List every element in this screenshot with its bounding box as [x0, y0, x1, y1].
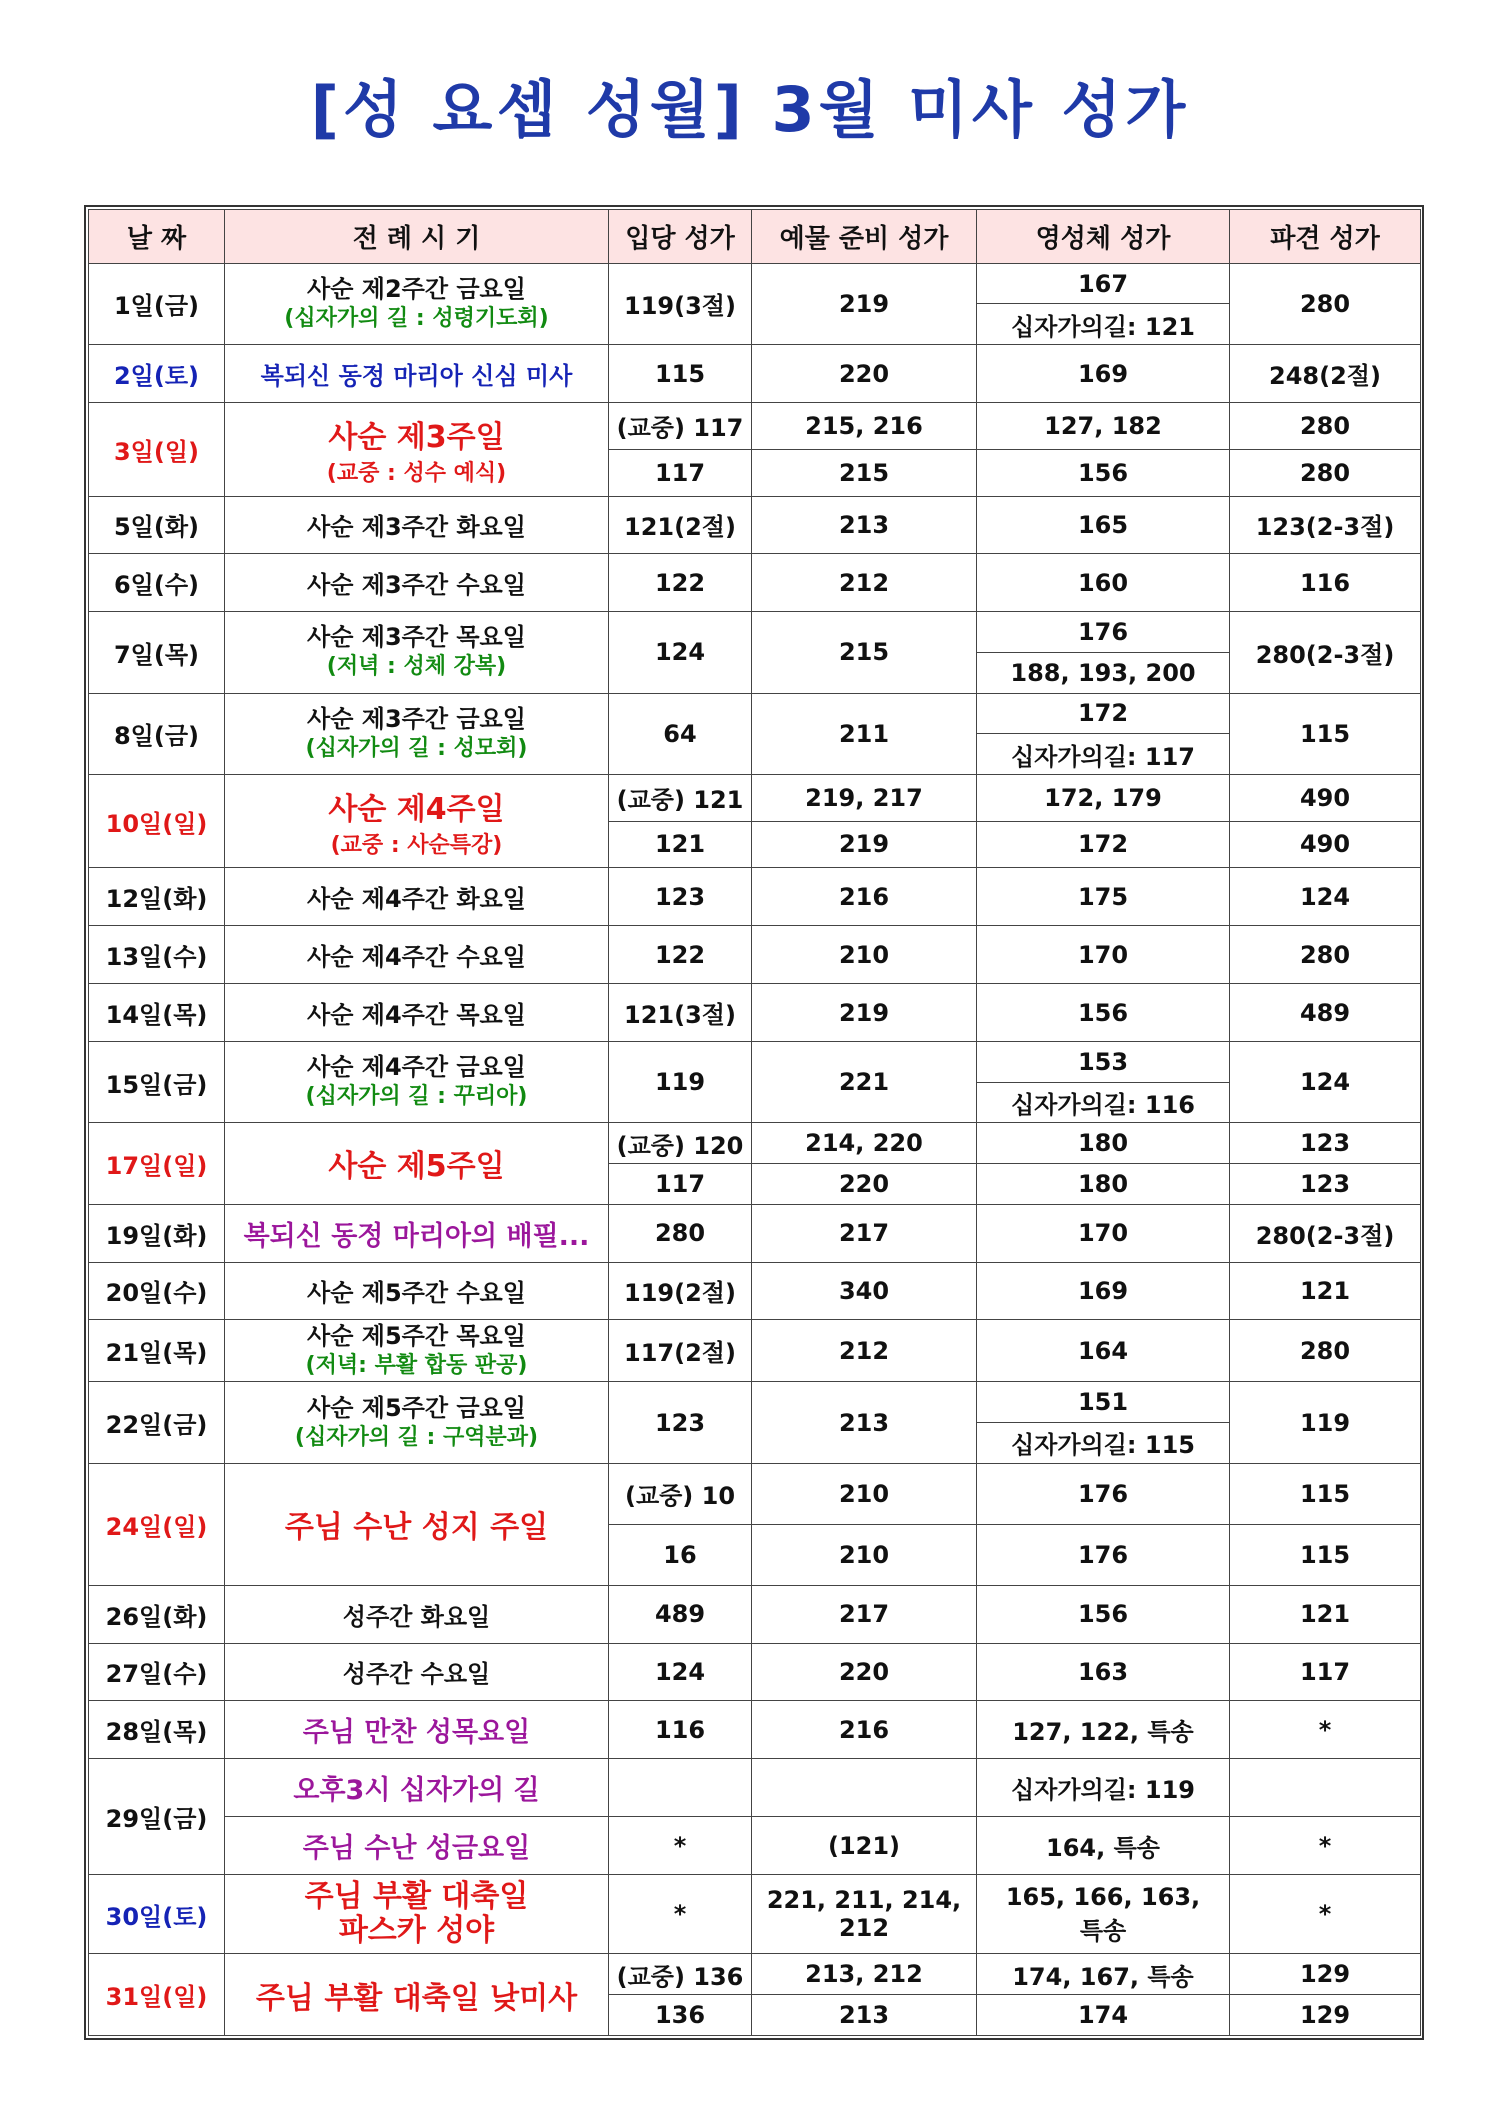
liturgy-line: 사순 제5주간 목요일	[307, 1321, 526, 1350]
entrance-cell: 124	[609, 1643, 752, 1701]
liturgy-cell: 주님 수난 성지 주일	[225, 1463, 609, 1585]
liturgy-cell: 오후3시 십자가의 길	[225, 1759, 609, 1817]
liturgy-note: (십자가의 길 : 구역분과)	[294, 1424, 539, 1450]
offertory-cell: 215, 216	[752, 403, 977, 450]
offertory-cell: 217	[752, 1204, 977, 1262]
entrance-cell: 16	[609, 1524, 752, 1585]
table-row	[89, 868, 1421, 926]
communion-cell: 169	[977, 1262, 1230, 1320]
liturgy-line: 사순 제5주간 금요일	[307, 1393, 526, 1422]
entrance-cell: 123	[609, 868, 752, 926]
entrance-cell: 121(3절)	[609, 984, 752, 1042]
mass-hymn-table-frame	[84, 205, 1424, 2040]
table-row	[89, 1701, 1421, 1759]
date-cell: 31일(일)	[89, 1954, 225, 2036]
communion-cell: 164	[977, 1320, 1230, 1382]
liturgy-cell	[225, 693, 609, 774]
offertory-cell: 216	[752, 868, 977, 926]
entrance-cell: (교중) 121	[609, 774, 752, 821]
dismissal-cell: 280	[1230, 1320, 1421, 1382]
table-row	[89, 496, 1421, 554]
entrance-cell	[609, 1759, 752, 1817]
dismissal-cell: *	[1230, 1875, 1421, 1954]
dismissal-cell: 124	[1230, 1042, 1421, 1123]
header-dismissal: 파견 성가	[1230, 210, 1421, 264]
table-row	[89, 1875, 1421, 1954]
dismissal-cell	[1230, 1759, 1421, 1817]
dismissal-cell: 280(2-3절)	[1230, 1204, 1421, 1262]
dismissal-cell: 115	[1230, 1524, 1421, 1585]
date-cell: 22일(금)	[89, 1382, 225, 1463]
offertory-cell: 217	[752, 1585, 977, 1643]
date-cell: 20일(수)	[89, 1262, 225, 1320]
date-cell: 27일(수)	[89, 1643, 225, 1701]
liturgy-cell: 사순 제4주간 수요일	[225, 926, 609, 984]
communion-cell: 151	[977, 1382, 1230, 1423]
communion-cell: 163	[977, 1643, 1230, 1701]
offertory-line: 212	[838, 1914, 890, 1943]
dismissal-cell: *	[1230, 1701, 1421, 1759]
communion-cell: 167	[977, 263, 1230, 304]
offertory-cell: 211	[752, 693, 977, 774]
entrance-cell: 117	[609, 449, 752, 496]
communion-cell: 170	[977, 1204, 1230, 1262]
table-row	[89, 1204, 1421, 1262]
date-cell: 2일(토)	[89, 345, 225, 403]
offertory-cell: 216	[752, 1701, 977, 1759]
offertory-cell: 210	[752, 926, 977, 984]
table-row	[89, 1643, 1421, 1701]
mass-hymn-table	[88, 209, 1421, 2036]
date-cell: 21일(목)	[89, 1320, 225, 1382]
offertory-cell: (121)	[752, 1817, 977, 1875]
communion-cell: 164, 특송	[977, 1817, 1230, 1875]
table-row	[89, 1382, 1421, 1423]
dismissal-cell: 117	[1230, 1643, 1421, 1701]
liturgy-cell	[225, 403, 609, 496]
dismissal-cell: 280(2-3절)	[1230, 612, 1421, 693]
liturgy-line: 사순 제3주간 금요일	[307, 704, 526, 733]
entrance-cell: 136	[609, 1995, 752, 2036]
liturgy-line: 사순 제3주간 목요일	[307, 623, 526, 652]
date-cell: 7일(목)	[89, 612, 225, 693]
dismissal-cell: 123(2-3절)	[1230, 496, 1421, 554]
liturgy-cell	[225, 612, 609, 693]
entrance-cell: 119	[609, 1042, 752, 1123]
entrance-cell: 117(2절)	[609, 1320, 752, 1382]
communion-cell: 156	[977, 984, 1230, 1042]
table-row	[89, 693, 1421, 734]
entrance-cell: 489	[609, 1585, 752, 1643]
entrance-cell: (교중) 120	[609, 1123, 752, 1164]
offertory-cell: 212	[752, 1320, 977, 1382]
liturgy-cell	[225, 263, 609, 344]
entrance-cell: 124	[609, 612, 752, 693]
date-cell: 24일(일)	[89, 1463, 225, 1585]
communion-cell: 172	[977, 693, 1230, 734]
communion-cell: 십자가의길: 116	[977, 1082, 1230, 1123]
dismissal-cell: 121	[1230, 1585, 1421, 1643]
entrance-cell: 121(2절)	[609, 496, 752, 554]
dismissal-cell: 490	[1230, 821, 1421, 868]
entrance-cell: 119(2절)	[609, 1262, 752, 1320]
offertory-cell: 210	[752, 1524, 977, 1585]
communion-cell: 156	[977, 449, 1230, 496]
entrance-cell: 122	[609, 554, 752, 612]
dismissal-cell: 123	[1230, 1163, 1421, 1204]
liturgy-cell: 복되신 동정 마리아의 배필...	[225, 1204, 609, 1262]
date-cell: 10일(일)	[89, 774, 225, 867]
communion-cell: 170	[977, 926, 1230, 984]
date-cell: 5일(화)	[89, 496, 225, 554]
date-cell: 3일(일)	[89, 403, 225, 496]
table-row	[89, 1817, 1421, 1875]
dismissal-cell: 248(2절)	[1230, 345, 1421, 403]
dismissal-cell: 115	[1230, 1463, 1421, 1524]
liturgy-cell: 사순 제4주간 목요일	[225, 984, 609, 1042]
table-row	[89, 1262, 1421, 1320]
communion-cell: 180	[977, 1123, 1230, 1164]
dismissal-cell: *	[1230, 1817, 1421, 1875]
liturgy-line: 파스카 성야	[338, 1913, 495, 1949]
entrance-cell: 115	[609, 345, 752, 403]
communion-line: 165, 166, 163,	[1005, 1882, 1201, 1911]
dismissal-cell: 280	[1230, 263, 1421, 344]
liturgy-cell	[225, 1320, 609, 1382]
dismissal-cell: 119	[1230, 1382, 1421, 1463]
communion-cell: 176	[977, 612, 1230, 653]
date-cell: 19일(화)	[89, 1204, 225, 1262]
date-cell: 1일(금)	[89, 263, 225, 344]
liturgy-line: 주님 부활 대축일	[304, 1879, 529, 1915]
communion-cell: 156	[977, 1585, 1230, 1643]
liturgy-note: (교중 : 성수 예식)	[326, 460, 507, 486]
communion-cell: 176	[977, 1463, 1230, 1524]
offertory-cell	[752, 1875, 977, 1954]
date-cell: 12일(화)	[89, 868, 225, 926]
header-offertory: 예물 준비 성가	[752, 210, 977, 264]
offertory-cell: 220	[752, 345, 977, 403]
communion-cell: 172, 179	[977, 774, 1230, 821]
communion-cell: 십자가의길: 117	[977, 734, 1230, 775]
entrance-cell: *	[609, 1817, 752, 1875]
communion-cell: 십자가의길: 115	[977, 1423, 1230, 1464]
communion-cell: 160	[977, 554, 1230, 612]
communion-cell: 153	[977, 1042, 1230, 1083]
liturgy-cell: 사순 제4주간 화요일	[225, 868, 609, 926]
entrance-cell: 64	[609, 693, 752, 774]
offertory-cell: 214, 220	[752, 1123, 977, 1164]
date-cell: 28일(목)	[89, 1701, 225, 1759]
date-cell: 14일(목)	[89, 984, 225, 1042]
dismissal-cell: 124	[1230, 868, 1421, 926]
table-row	[89, 1042, 1421, 1083]
header-row	[89, 210, 1421, 264]
communion-cell: 174	[977, 1995, 1230, 2036]
communion-cell: 십자가의길: 121	[977, 304, 1230, 345]
dismissal-cell: 490	[1230, 774, 1421, 821]
communion-cell: 176	[977, 1524, 1230, 1585]
communion-cell: 십자가의길: 119	[977, 1759, 1230, 1817]
liturgy-note: (저녁 : 성체 강복)	[326, 654, 507, 680]
header-communion: 영성체 성가	[977, 210, 1230, 264]
entrance-cell: (교중) 117	[609, 403, 752, 450]
liturgy-line: 사순 제2주간 금요일	[307, 274, 526, 303]
header-liturgy: 전 례 시 기	[225, 210, 609, 264]
entrance-cell: 121	[609, 821, 752, 868]
liturgy-cell: 사순 제5주간 수요일	[225, 1262, 609, 1320]
page-title: [성 요셉 성월] 3월 미사 성가	[310, 73, 1190, 146]
dismissal-cell: 489	[1230, 984, 1421, 1042]
table-row	[89, 1759, 1421, 1817]
entrance-cell: 116	[609, 1701, 752, 1759]
communion-cell: 180	[977, 1163, 1230, 1204]
table-row	[89, 1320, 1421, 1382]
dismissal-cell: 129	[1230, 1995, 1421, 2036]
dismissal-cell: 123	[1230, 1123, 1421, 1164]
liturgy-cell: 주님 부활 대축일 낮미사	[225, 1954, 609, 2036]
liturgy-note: (교중 : 사순특강)	[330, 832, 503, 858]
offertory-cell: 221	[752, 1042, 977, 1123]
offertory-cell: 210	[752, 1463, 977, 1524]
offertory-cell: 213	[752, 1995, 977, 2036]
offertory-cell: 215	[752, 612, 977, 693]
communion-cell: 127, 182	[977, 403, 1230, 450]
communion-cell: 172	[977, 821, 1230, 868]
entrance-cell: 280	[609, 1204, 752, 1262]
communion-line: 특송	[1079, 1916, 1127, 1945]
communion-cell: 175	[977, 868, 1230, 926]
date-cell: 29일(금)	[89, 1759, 225, 1875]
header-date: 날 짜	[89, 210, 225, 264]
dismissal-cell: 121	[1230, 1262, 1421, 1320]
liturgy-cell	[225, 1382, 609, 1463]
offertory-cell: 219	[752, 984, 977, 1042]
table-row	[89, 774, 1421, 821]
dismissal-cell: 280	[1230, 403, 1421, 450]
liturgy-note: (십자가의 길 : 성령기도회)	[284, 305, 549, 331]
date-cell: 15일(금)	[89, 1042, 225, 1123]
offertory-cell: 220	[752, 1163, 977, 1204]
offertory-cell: 340	[752, 1262, 977, 1320]
offertory-cell: 219	[752, 263, 977, 344]
entrance-cell: 119(3절)	[609, 263, 752, 344]
offertory-cell	[752, 1759, 977, 1817]
liturgy-note: (저녁: 부활 합동 판공)	[305, 1352, 528, 1378]
communion-cell: 127, 122, 특송	[977, 1701, 1230, 1759]
date-cell: 8일(금)	[89, 693, 225, 774]
liturgy-line: 사순 제3주일	[328, 419, 505, 455]
liturgy-cell: 주님 수난 성금요일	[225, 1817, 609, 1875]
table-row	[89, 984, 1421, 1042]
liturgy-cell: 성주간 수요일	[225, 1643, 609, 1701]
entrance-cell: 123	[609, 1382, 752, 1463]
dismissal-cell: 115	[1230, 693, 1421, 774]
dismissal-cell: 280	[1230, 926, 1421, 984]
communion-cell	[977, 1875, 1230, 1954]
offertory-cell: 219, 217	[752, 774, 977, 821]
table-row	[89, 1954, 1421, 1995]
entrance-cell: (교중) 136	[609, 1954, 752, 1995]
entrance-cell: 117	[609, 1163, 752, 1204]
offertory-cell: 213, 212	[752, 1954, 977, 1995]
table-row	[89, 263, 1421, 304]
offertory-line: 221, 211, 214,	[766, 1886, 962, 1915]
offertory-cell: 220	[752, 1643, 977, 1701]
table-row	[89, 1585, 1421, 1643]
liturgy-cell: 주님 만찬 성목요일	[225, 1701, 609, 1759]
liturgy-cell: 사순 제5주일	[225, 1123, 609, 1204]
liturgy-cell	[225, 1042, 609, 1123]
liturgy-line: 사순 제4주간 금요일	[307, 1053, 526, 1082]
liturgy-cell	[225, 774, 609, 867]
date-cell: 17일(일)	[89, 1123, 225, 1204]
liturgy-cell: 사순 제3주간 화요일	[225, 496, 609, 554]
table-row	[89, 1463, 1421, 1524]
liturgy-cell: 성주간 화요일	[225, 1585, 609, 1643]
entrance-cell: *	[609, 1875, 752, 1954]
entrance-cell: (교중) 10	[609, 1463, 752, 1524]
liturgy-line: 사순 제4주일	[328, 791, 505, 827]
table-row	[89, 345, 1421, 403]
header-entrance: 입당 성가	[609, 210, 752, 264]
offertory-cell: 213	[752, 1382, 977, 1463]
offertory-cell: 213	[752, 496, 977, 554]
communion-cell: 188, 193, 200	[977, 652, 1230, 693]
liturgy-cell: 사순 제3주간 수요일	[225, 554, 609, 612]
liturgy-note: (십자가의 길 : 성모회)	[305, 735, 528, 761]
communion-cell: 165	[977, 496, 1230, 554]
offertory-cell: 212	[752, 554, 977, 612]
table-row	[89, 554, 1421, 612]
liturgy-note: (십자가의 길 : 꾸리아)	[305, 1084, 528, 1110]
date-cell: 30일(토)	[89, 1875, 225, 1954]
liturgy-cell: 복되신 동정 마리아 신심 미사	[225, 345, 609, 403]
date-cell: 13일(수)	[89, 926, 225, 984]
date-cell: 6일(수)	[89, 554, 225, 612]
offertory-cell: 219	[752, 821, 977, 868]
dismissal-cell: 280	[1230, 449, 1421, 496]
communion-cell: 169	[977, 345, 1230, 403]
table-row	[89, 612, 1421, 653]
offertory-cell: 215	[752, 449, 977, 496]
entrance-cell: 122	[609, 926, 752, 984]
date-cell: 26일(화)	[89, 1585, 225, 1643]
table-row	[89, 926, 1421, 984]
dismissal-cell: 116	[1230, 554, 1421, 612]
table-row	[89, 403, 1421, 450]
dismissal-cell: 129	[1230, 1954, 1421, 1995]
liturgy-cell	[225, 1875, 609, 1954]
communion-cell: 174, 167, 특송	[977, 1954, 1230, 1995]
table-row	[89, 1123, 1421, 1164]
